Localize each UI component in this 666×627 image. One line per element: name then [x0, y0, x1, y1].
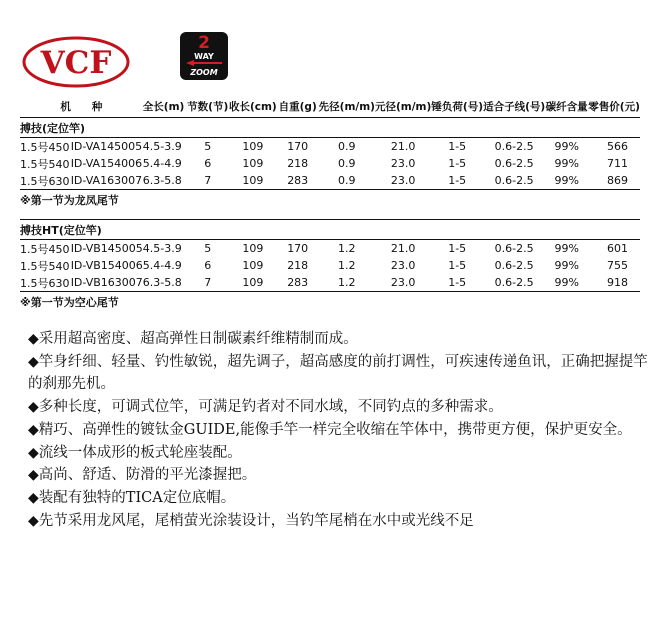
cell-tip: 0.9	[338, 140, 356, 153]
feature-item	[28, 487, 648, 510]
table-row	[20, 172, 640, 190]
cell-carbon: 99%	[554, 140, 579, 153]
cell-line: 0.6-2.5	[494, 174, 534, 187]
cell-weight: 170	[287, 140, 309, 153]
cell-line: 0.6-2.5	[494, 157, 534, 170]
svg-text:WAY: WAY	[194, 52, 214, 61]
cell-carbon: 99%	[554, 174, 579, 187]
cell-length: 5.4-4.9	[142, 157, 182, 170]
cell-tip: 0.9	[338, 174, 356, 187]
svg-text:ZOOM: ZOOM	[190, 68, 218, 77]
col-header-carbon: 碳纤含量	[545, 95, 588, 118]
cell-length: 6.3-5.8	[142, 276, 182, 289]
cell-tip: 1.2	[338, 259, 356, 272]
table-row	[20, 240, 640, 258]
svg-text:2: 2	[198, 33, 210, 53]
feature-item	[28, 464, 648, 487]
cell-carbon: 99%	[554, 276, 579, 289]
col-header-price: 零售价(元)	[588, 95, 640, 118]
cell-tip: 0.9	[338, 157, 356, 170]
cell-sinker: 1-5	[448, 259, 467, 272]
cell-sections: 7	[204, 174, 212, 187]
col-header-closed-length: 收长(cm)	[229, 95, 277, 118]
col-header-line: 适合子线(号)	[483, 95, 545, 118]
cell-weight: 218	[287, 259, 309, 272]
cell-weight: 283	[287, 174, 309, 187]
cell-sinker: 1-5	[448, 140, 467, 153]
cell-model-code: ID-VA145005	[70, 140, 143, 153]
cell-line: 0.6-2.5	[494, 276, 534, 289]
cell-size: 1.5号540	[20, 157, 70, 171]
diamond-bullet-icon: ◆	[28, 467, 39, 484]
section-note: ※第一节为龙凤尾节	[20, 190, 640, 211]
cell-size: 1.5号630	[20, 174, 70, 188]
col-header-length: 全长(m)	[143, 95, 187, 118]
cell-closed-length: 109	[242, 259, 264, 272]
feature-text: 采用超高密度、超高弹性日制碳素纤维精制而成。	[38, 331, 358, 347]
cell-model-code: ID-VB154006	[70, 259, 143, 272]
cell-weight: 218	[287, 157, 309, 170]
diamond-bullet-icon: ◆	[28, 353, 39, 370]
cell-sections: 5	[204, 242, 212, 255]
cell-size: 1.5号450	[20, 242, 70, 256]
feature-text: 竿身纤细、轻量、钓性敏锐，超先调子，超高感度的前打调性，可疾速传递鱼讯，正确把握提竿的刹那先机。	[28, 353, 648, 393]
cell-length: 4.5-3.9	[142, 242, 182, 255]
section-title-row	[20, 118, 640, 138]
col-header-butt-diameter: 元径(m/m)	[375, 95, 431, 118]
cell-sinker: 1-5	[448, 276, 467, 289]
cell-sections: 6	[204, 259, 212, 272]
cell-price: 755	[607, 259, 628, 272]
feature-item	[28, 328, 648, 351]
two-way-zoom-badge	[180, 32, 228, 80]
cell-closed-length: 109	[242, 140, 264, 153]
vcf-logo	[22, 36, 130, 88]
cell-size: 1.5号450	[20, 140, 70, 154]
feature-text: 高尚、舒适、防滑的平光漆握把。	[38, 467, 257, 484]
section-title: 搏技HT(定位竿)	[20, 220, 640, 240]
cell-weight: 170	[287, 242, 309, 255]
section-title-row	[20, 220, 640, 240]
cell-size: 1.5号540	[20, 259, 70, 273]
feature-item	[28, 442, 648, 465]
cell-length: 5.4-4.9	[142, 259, 182, 272]
cell-size: 1.5号630	[20, 276, 70, 290]
cell-model-code: ID-VB145005	[70, 242, 143, 255]
feature-text: 多种长度，可调式位竿，可满足钓者对不同水域，不同钓点的多种需求。	[38, 399, 503, 416]
feature-text: 先节采用龙风尾，尾梢萤光涂装设计，当钓竿尾梢在水中或光线不足	[38, 512, 474, 529]
feature-item	[28, 396, 648, 419]
col-header-sections: 节数(节)	[186, 95, 228, 118]
cell-carbon: 99%	[554, 242, 579, 255]
cell-carbon: 99%	[554, 259, 579, 272]
cell-sinker: 1-5	[448, 242, 467, 255]
feature-list	[28, 328, 648, 532]
feature-text: 流线一体成形的板式轮座装配。	[38, 444, 242, 461]
col-header-model: 机 种	[20, 95, 143, 118]
cell-closed-length: 109	[242, 157, 264, 170]
cell-butt: 23.0	[390, 157, 416, 170]
cell-sections: 6	[204, 157, 212, 170]
cell-price: 918	[607, 276, 628, 289]
cell-model-code: ID-VB163007	[70, 276, 143, 289]
cell-model-code: ID-VA154006	[70, 157, 143, 170]
cell-closed-length: 109	[242, 174, 264, 187]
cell-price: 711	[607, 157, 628, 170]
diamond-bullet-icon: ◆	[28, 512, 39, 529]
cell-model-code: ID-VA163007	[70, 174, 143, 187]
section-note: ※第一节为空心尾节	[20, 292, 640, 313]
diamond-bullet-icon: ◆	[28, 444, 39, 461]
feature-text: 精巧、高弹性的镀钛金GUIDE,能像手竿一样完全收缩在竿体中，携带更方便，保护更安全。	[38, 421, 632, 438]
cell-butt: 23.0	[390, 276, 416, 289]
cell-sections: 7	[204, 276, 212, 289]
cell-weight: 283	[287, 276, 309, 289]
cell-butt: 21.0	[390, 140, 416, 153]
cell-sinker: 1-5	[448, 174, 467, 187]
diamond-bullet-icon: ◆	[28, 421, 39, 438]
cell-line: 0.6-2.5	[494, 259, 534, 272]
table-row	[20, 274, 640, 292]
cell-tip: 1.2	[338, 276, 356, 289]
col-header-tip-diameter: 先径(m/m)	[319, 95, 375, 118]
section-note-row	[20, 190, 640, 211]
diamond-bullet-icon: ◆	[28, 331, 39, 347]
spec-table	[20, 95, 640, 312]
section-note-row	[20, 292, 640, 313]
svg-text:VCF: VCF	[40, 45, 112, 81]
feature-text: 装配有独特的TICA定位底帽。	[38, 489, 236, 506]
cell-length: 6.3-5.8	[142, 174, 182, 187]
cell-sinker: 1-5	[448, 157, 467, 170]
table-row	[20, 138, 640, 156]
section-title: 搏技(定位竿)	[20, 118, 640, 138]
diamond-bullet-icon: ◆	[28, 489, 39, 506]
feature-item	[28, 419, 648, 442]
cell-sections: 5	[204, 140, 212, 153]
cell-butt: 23.0	[390, 259, 416, 272]
cell-carbon: 99%	[554, 157, 579, 170]
cell-closed-length: 109	[242, 276, 264, 289]
spacer-row	[20, 210, 640, 220]
cell-closed-length: 109	[242, 242, 264, 255]
cell-line: 0.6-2.5	[494, 242, 534, 255]
col-header-sinker-load: 锤负荷(号)	[431, 95, 483, 118]
cell-price: 601	[607, 242, 628, 255]
cell-length: 4.5-3.9	[142, 140, 182, 153]
cell-price: 566	[607, 140, 628, 153]
cell-line: 0.6-2.5	[494, 140, 534, 153]
cell-tip: 1.2	[338, 242, 356, 255]
table-row	[20, 257, 640, 274]
cell-price: 869	[607, 174, 628, 187]
diamond-bullet-icon: ◆	[28, 399, 39, 416]
col-header-weight: 自重(g)	[277, 95, 319, 118]
cell-butt: 21.0	[390, 242, 416, 255]
table-header-row	[20, 95, 640, 118]
feature-item	[28, 351, 648, 396]
cell-butt: 23.0	[390, 174, 416, 187]
feature-item	[28, 510, 648, 533]
table-row	[20, 155, 640, 172]
